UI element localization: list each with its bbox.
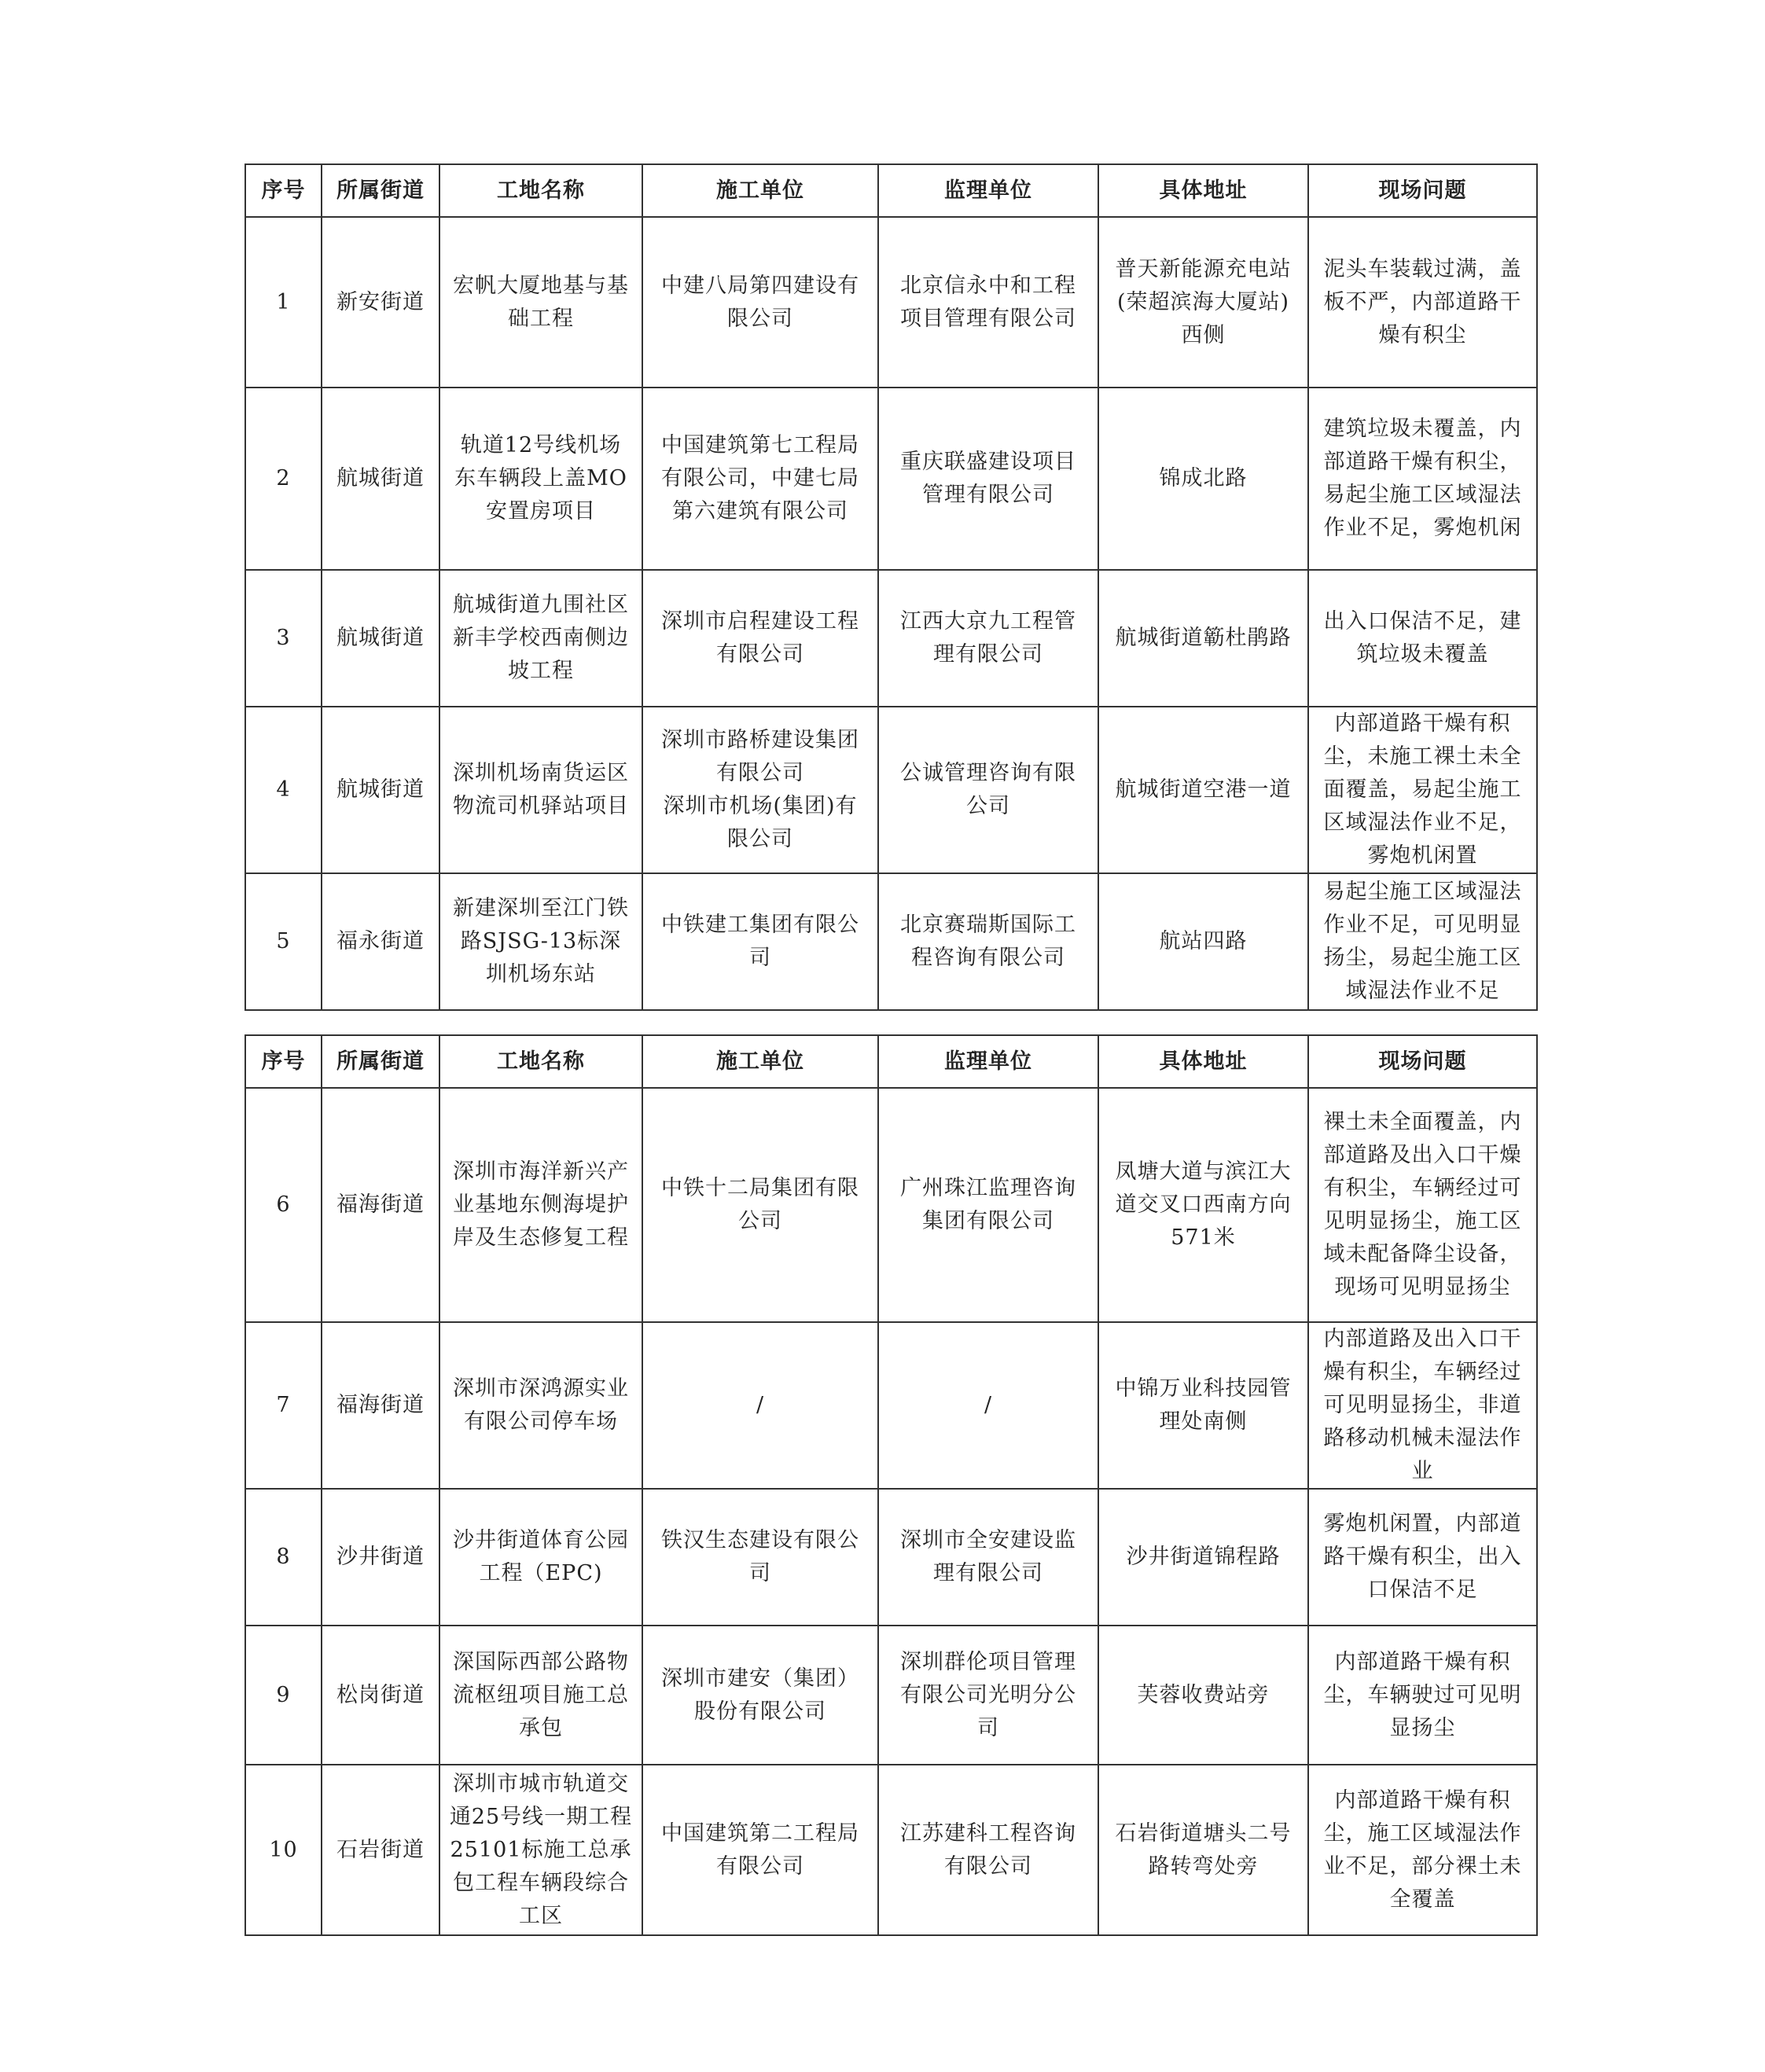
header-site: 工地名称: [439, 1035, 642, 1088]
table-row: [245, 1088, 1537, 1322]
cell-no: 3: [245, 570, 322, 707]
cell-no: 10: [245, 1765, 322, 1935]
cell-no: 1: [245, 217, 322, 388]
cell-address: 航城街道簕杜鹃路: [1098, 570, 1308, 707]
cell-site: 深圳市城市轨道交通25号线一期工程25101标施工总承包工程车辆段综合工区: [439, 1765, 642, 1935]
cell-no: 9: [245, 1626, 322, 1765]
cell-builder: 中铁十二局集团有限公司: [642, 1088, 878, 1322]
header-supervisor: 监理单位: [878, 1035, 1098, 1088]
cell-no: 4: [245, 707, 322, 873]
cell-supervisor: 江苏建科工程咨询有限公司: [878, 1765, 1098, 1935]
table-row: [245, 570, 1537, 707]
cell-supervisor: 深圳市全安建设监理有限公司: [878, 1489, 1098, 1626]
cell-street: 福海街道: [322, 1322, 439, 1489]
cell-builder: 中国建筑第二工程局有限公司: [642, 1765, 878, 1935]
cell-site: 航城街道九围社区新丰学校西南侧边坡工程: [439, 570, 642, 707]
cell-supervisor: 重庆联盛建设项目管理有限公司: [878, 388, 1098, 570]
cell-supervisor: 公诚管理咨询有限公司: [878, 707, 1098, 873]
table-row: [245, 1765, 1537, 1935]
cell-site: 沙井街道体育公园工程（EPC): [439, 1489, 642, 1626]
cell-issue: 内部道路干燥有积尘，未施工裸土未全面覆盖，易起尘施工区域湿法作业不足，雾炮机闲置: [1308, 707, 1537, 873]
cell-street: 福海街道: [322, 1088, 439, 1322]
construction-site-table-2: [245, 1034, 1538, 1936]
cell-builder: /: [642, 1322, 878, 1489]
header-issue: 现场问题: [1308, 1035, 1537, 1088]
cell-street: 石岩街道: [322, 1765, 439, 1935]
cell-builder: 铁汉生态建设有限公司: [642, 1489, 878, 1626]
cell-address: 航城街道空港一道: [1098, 707, 1308, 873]
header-issue: 现场问题: [1308, 164, 1537, 217]
table-header-row: [245, 1035, 1537, 1088]
cell-issue: 内部道路干燥有积尘，车辆驶过可见明显扬尘: [1308, 1626, 1537, 1765]
table-row: [245, 1489, 1537, 1626]
cell-builder: 中国建筑第七工程局有限公司，中建七局第六建筑有限公司: [642, 388, 878, 570]
cell-no: 5: [245, 873, 322, 1010]
cell-builder: 中铁建工集团有限公司: [642, 873, 878, 1010]
cell-supervisor: 北京信永中和工程项目管理有限公司: [878, 217, 1098, 388]
cell-issue: 雾炮机闲置，内部道路干燥有积尘，出入口保洁不足: [1308, 1489, 1537, 1626]
header-site: 工地名称: [439, 164, 642, 217]
header-no: 序号: [245, 1035, 322, 1088]
table-row: [245, 873, 1537, 1010]
cell-address: 石岩街道塘头二号路转弯处旁: [1098, 1765, 1308, 1935]
cell-issue: 易起尘施工区域湿法作业不足，可见明显扬尘，易起尘施工区域湿法作业不足: [1308, 873, 1537, 1010]
cell-builder: 中建八局第四建设有限公司: [642, 217, 878, 388]
cell-street: 沙井街道: [322, 1489, 439, 1626]
cell-street: 航城街道: [322, 570, 439, 707]
table-row: [245, 1626, 1537, 1765]
cell-issue: 出入口保洁不足，建筑垃圾未覆盖: [1308, 570, 1537, 707]
cell-address: 普天新能源充电站(荣超滨海大厦站)西侧: [1098, 217, 1308, 388]
construction-site-table-1: [245, 163, 1538, 1011]
cell-site: 新建深圳至江门铁路SJSG-13标深圳机场东站: [439, 873, 642, 1010]
cell-address: 锦成北路: [1098, 388, 1308, 570]
cell-street: 航城街道: [322, 388, 439, 570]
cell-street: 松岗街道: [322, 1626, 439, 1765]
cell-address: 芙蓉收费站旁: [1098, 1626, 1308, 1765]
cell-address: 中锦万业科技园管理处南侧: [1098, 1322, 1308, 1489]
cell-supervisor: 北京赛瑞斯国际工程咨询有限公司: [878, 873, 1098, 1010]
cell-supervisor: /: [878, 1322, 1098, 1489]
cell-supervisor: 深圳群伦项目管理有限公司光明分公司: [878, 1626, 1098, 1765]
header-builder: 施工单位: [642, 1035, 878, 1088]
table-header-row: [245, 164, 1537, 217]
cell-site: 轨道12号线机场东车辆段上盖MO安置房项目: [439, 388, 642, 570]
cell-street: 新安街道: [322, 217, 439, 388]
header-builder: 施工单位: [642, 164, 878, 217]
cell-no: 7: [245, 1322, 322, 1489]
cell-site: 深圳市海洋新兴产业基地东侧海堤护岸及生态修复工程: [439, 1088, 642, 1322]
cell-site: 宏帆大厦地基与基础工程: [439, 217, 642, 388]
cell-no: 2: [245, 388, 322, 570]
cell-address: 凤塘大道与滨江大道交叉口西南方向571米: [1098, 1088, 1308, 1322]
table-row: [245, 217, 1537, 388]
table-row: [245, 1322, 1537, 1489]
cell-site: 深国际西部公路物流枢纽项目施工总承包: [439, 1626, 642, 1765]
cell-street: 航城街道: [322, 707, 439, 873]
header-street: 所属街道: [322, 164, 439, 217]
cell-no: 6: [245, 1088, 322, 1322]
cell-issue: 内部道路干燥有积尘，施工区域湿法作业不足，部分裸土未全覆盖: [1308, 1765, 1537, 1935]
cell-site: 深圳市深鸿源实业有限公司停车场: [439, 1322, 642, 1489]
cell-site: 深圳机场南货运区物流司机驿站项目: [439, 707, 642, 873]
cell-builder: 深圳市路桥建设集团有限公司 深圳市机场(集团)有限公司: [642, 707, 878, 873]
cell-issue: 泥头车装载过满，盖板不严，内部道路干燥有积尘: [1308, 217, 1537, 388]
table-row: [245, 707, 1537, 873]
header-address: 具体地址: [1098, 1035, 1308, 1088]
header-address: 具体地址: [1098, 164, 1308, 217]
cell-issue: 裸土未全面覆盖，内部道路及出入口干燥有积尘，车辆经过可见明显扬尘，施工区域未配备降尘设备，现场可见明显扬尘: [1308, 1088, 1537, 1322]
header-street: 所属街道: [322, 1035, 439, 1088]
header-no: 序号: [245, 164, 322, 217]
cell-address: 航站四路: [1098, 873, 1308, 1010]
cell-street: 福永街道: [322, 873, 439, 1010]
header-supervisor: 监理单位: [878, 164, 1098, 217]
table-row: [245, 388, 1537, 570]
cell-issue: 内部道路及出入口干燥有积尘，车辆经过可见明显扬尘，非道路移动机械未湿法作业: [1308, 1322, 1537, 1489]
cell-supervisor: 江西大京九工程管理有限公司: [878, 570, 1098, 707]
cell-builder: 深圳市建安（集团）股份有限公司: [642, 1626, 878, 1765]
cell-no: 8: [245, 1489, 322, 1626]
cell-builder: 深圳市启程建设工程有限公司: [642, 570, 878, 707]
cell-address: 沙井街道锦程路: [1098, 1489, 1308, 1626]
cell-supervisor: 广州珠江监理咨询集团有限公司: [878, 1088, 1098, 1322]
cell-issue: 建筑垃圾未覆盖，内部道路干燥有积尘，易起尘施工区域湿法作业不足，雾炮机闲: [1308, 388, 1537, 570]
